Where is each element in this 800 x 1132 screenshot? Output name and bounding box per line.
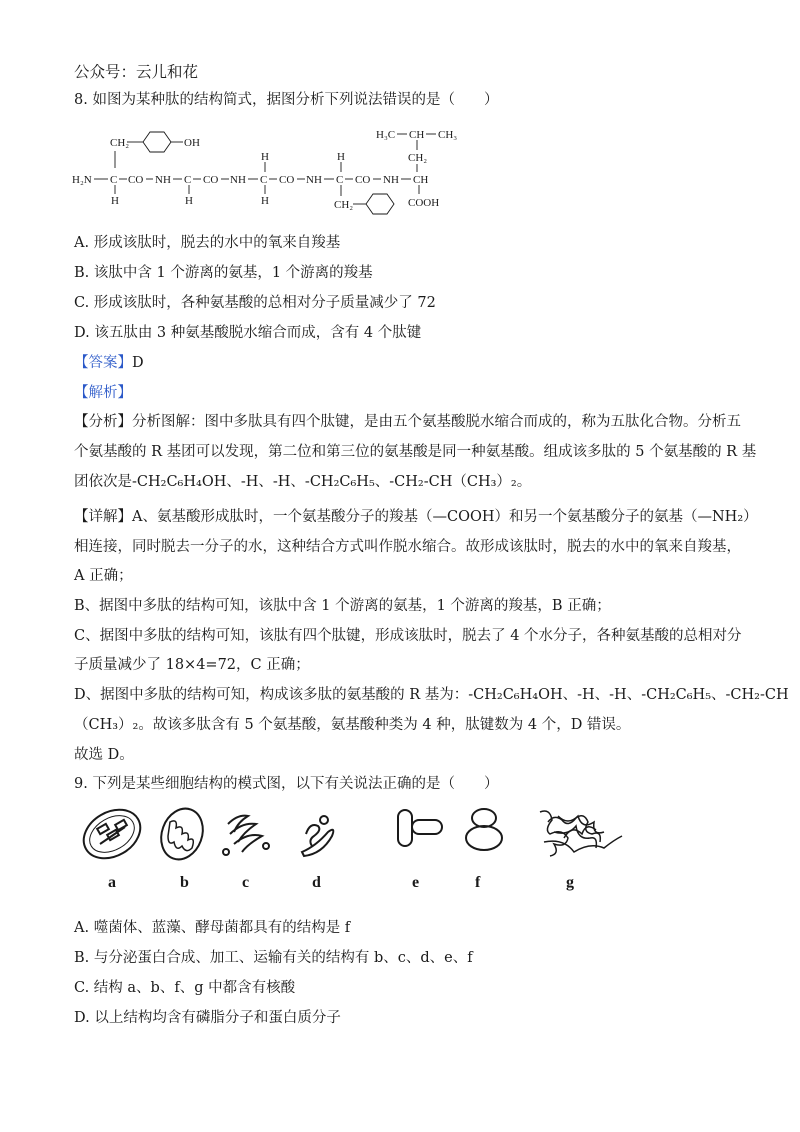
label-oh: OH [184, 137, 200, 149]
q8-option-c: C. 形成该肽时，各种氨基酸的总相对分子质量减少了 72 [74, 295, 436, 311]
analysis-tag: 【解析】 [74, 385, 132, 401]
peptide-structure-diagram [70, 122, 490, 222]
label-cooh: COOH [408, 197, 440, 209]
label-h-c1: H [111, 195, 119, 207]
analysis-line-8: C、据图中多肽的结构可知，该肽有四个肽键，形成该肽时，脱去了 4 个水分子，各种氨基酸的总相对分 [74, 628, 742, 644]
label-c5: CH [413, 174, 429, 186]
label-co1: CO [128, 174, 144, 186]
page-header: 公众号：云儿和花 [74, 63, 199, 81]
analysis-line-2: 个氨基酸的 R 基团可以发现，第二位和第三位的氨基酸是同一种氨基酸。组成该多肽的 5 个氨基酸的 R 基 [74, 444, 757, 460]
label-c3: C [260, 174, 268, 186]
structure-b-mitochondrion [154, 803, 209, 866]
label-co4: CO [355, 174, 371, 186]
label-nh2: NH [230, 174, 246, 186]
analysis-line-7: B、据图中多肽的结构可知，该肽中含 1 个游离的氨基，1 个游离的羧基，B 正确； [74, 598, 611, 614]
question-9-stem: 9. 下列是某些细胞结构的模式图，以下有关说法正确的是（ ） [74, 776, 499, 792]
structure-c-golgi [223, 816, 269, 855]
label-g: g [566, 874, 574, 891]
structure-d-er [302, 816, 333, 856]
q9-option-d: D. 以上结构均含有磷脂分子和蛋白质分子 [74, 1010, 341, 1026]
label-ch-top: CH [409, 129, 425, 141]
label-b: b [180, 874, 189, 891]
label-co2: CO [203, 174, 219, 186]
label-h3c: H₃C [376, 129, 396, 141]
label-nh3: NH [306, 174, 322, 186]
analysis-line-12: 故选 D。 [74, 747, 134, 763]
label-ch3: CH₃ [438, 129, 458, 141]
label-f: f [475, 874, 481, 891]
label-h-c4-top: H [337, 151, 345, 163]
answer-value: D [132, 355, 144, 371]
q9-option-c: C. 结构 a、b、f、g 中都含有核酸 [74, 980, 296, 996]
answer-tag: 【答案】 [74, 355, 132, 371]
label-nh1: NH [155, 174, 171, 186]
label-h-c3-bottom: H [261, 195, 269, 207]
structure-g-chromatin [540, 811, 622, 856]
label-ch2: CH₂ [110, 137, 130, 149]
label-co3: CO [279, 174, 295, 186]
cell-structures-figure [70, 802, 640, 897]
q9-option-a: A. 噬菌体、蓝藻、酵母菌都具有的结构是 f [74, 920, 351, 936]
label-nh4: NH [383, 174, 399, 186]
label-c1: C [110, 174, 118, 186]
label-a: a [108, 874, 116, 891]
q8-option-d: D. 该五肽由 3 种氨基酸脱水缩合而成，含有 4 个肽键 [74, 325, 422, 341]
benzene-ring [143, 132, 171, 152]
label-h-c2: H [185, 195, 193, 207]
question-8-stem: 8. 如图为某种肽的结构简式，据图分析下列说法错误的是（ ） [74, 92, 499, 108]
label-h2n: H₂N [72, 174, 92, 186]
structure-e-centriole [398, 810, 442, 846]
q8-answer-line [74, 353, 144, 373]
label-h-c3-top: H [261, 151, 269, 163]
label-c4: C [336, 174, 344, 186]
structure-a-chloroplast [75, 802, 149, 868]
q8-option-a: A. 形成该肽时，脱去的水中的氧来自羧基 [74, 235, 341, 251]
analysis-line-9: 子质量减少了 18×4=72，C 正确； [74, 657, 310, 673]
analysis-line-5: 相连接，同时脱去一分子的水，这种结合方式叫作脱水缩合。故形成该肽时，脱去的水中的氧来自羧基， [74, 539, 741, 555]
label-c: c [242, 874, 250, 891]
label-e: e [412, 874, 420, 891]
q8-option-b: B. 该肽中含 1 个游离的氨基，1 个游离的羧基 [74, 265, 373, 281]
structure-f-ribosome [466, 809, 502, 850]
analysis-line-6: A 正确； [74, 568, 133, 584]
label-c2: C [184, 174, 192, 186]
label-d: d [312, 874, 321, 891]
analysis-line-1: 【分析】分析图解：图中多肽具有四个肽键，是由五个氨基酸脱水缩合而成的，称为五肽化合物。分析五 [74, 414, 741, 430]
analysis-line-3: 团依次是-CH₂C₆H₄OH、-H、-H、-CH₂C₆H₅、-CH₂-CH（CH₃）₂。 [74, 474, 532, 490]
analysis-line-11: （CH₃）₂。故该多肽含有 5 个氨基酸，氨基酸种类为 4 种，肽键数为 4 个，D 错误。 [74, 717, 631, 733]
analysis-line-4: 【详解】A、氨基酸形成肽时，一个氨基酸分子的羧基（—COOH）和另一个氨基酸分子的氨基（—NH₂） [74, 509, 758, 525]
q9-option-b: B. 与分泌蛋白合成、加工、运输有关的结构有 b、c、d、e、f [74, 950, 473, 966]
analysis-line-10: D、据图中多肽的结构可知，构成该多肽的氨基酸的 R 基为：-CH₂C₆H₄OH、-H、-H、-CH₂C₆H₅、-CH₂-CH [74, 687, 789, 703]
label-ch2-c4: CH₂ [334, 199, 354, 211]
benzene-ring-2 [366, 194, 394, 214]
label-ch2-c5: CH₂ [408, 152, 428, 164]
